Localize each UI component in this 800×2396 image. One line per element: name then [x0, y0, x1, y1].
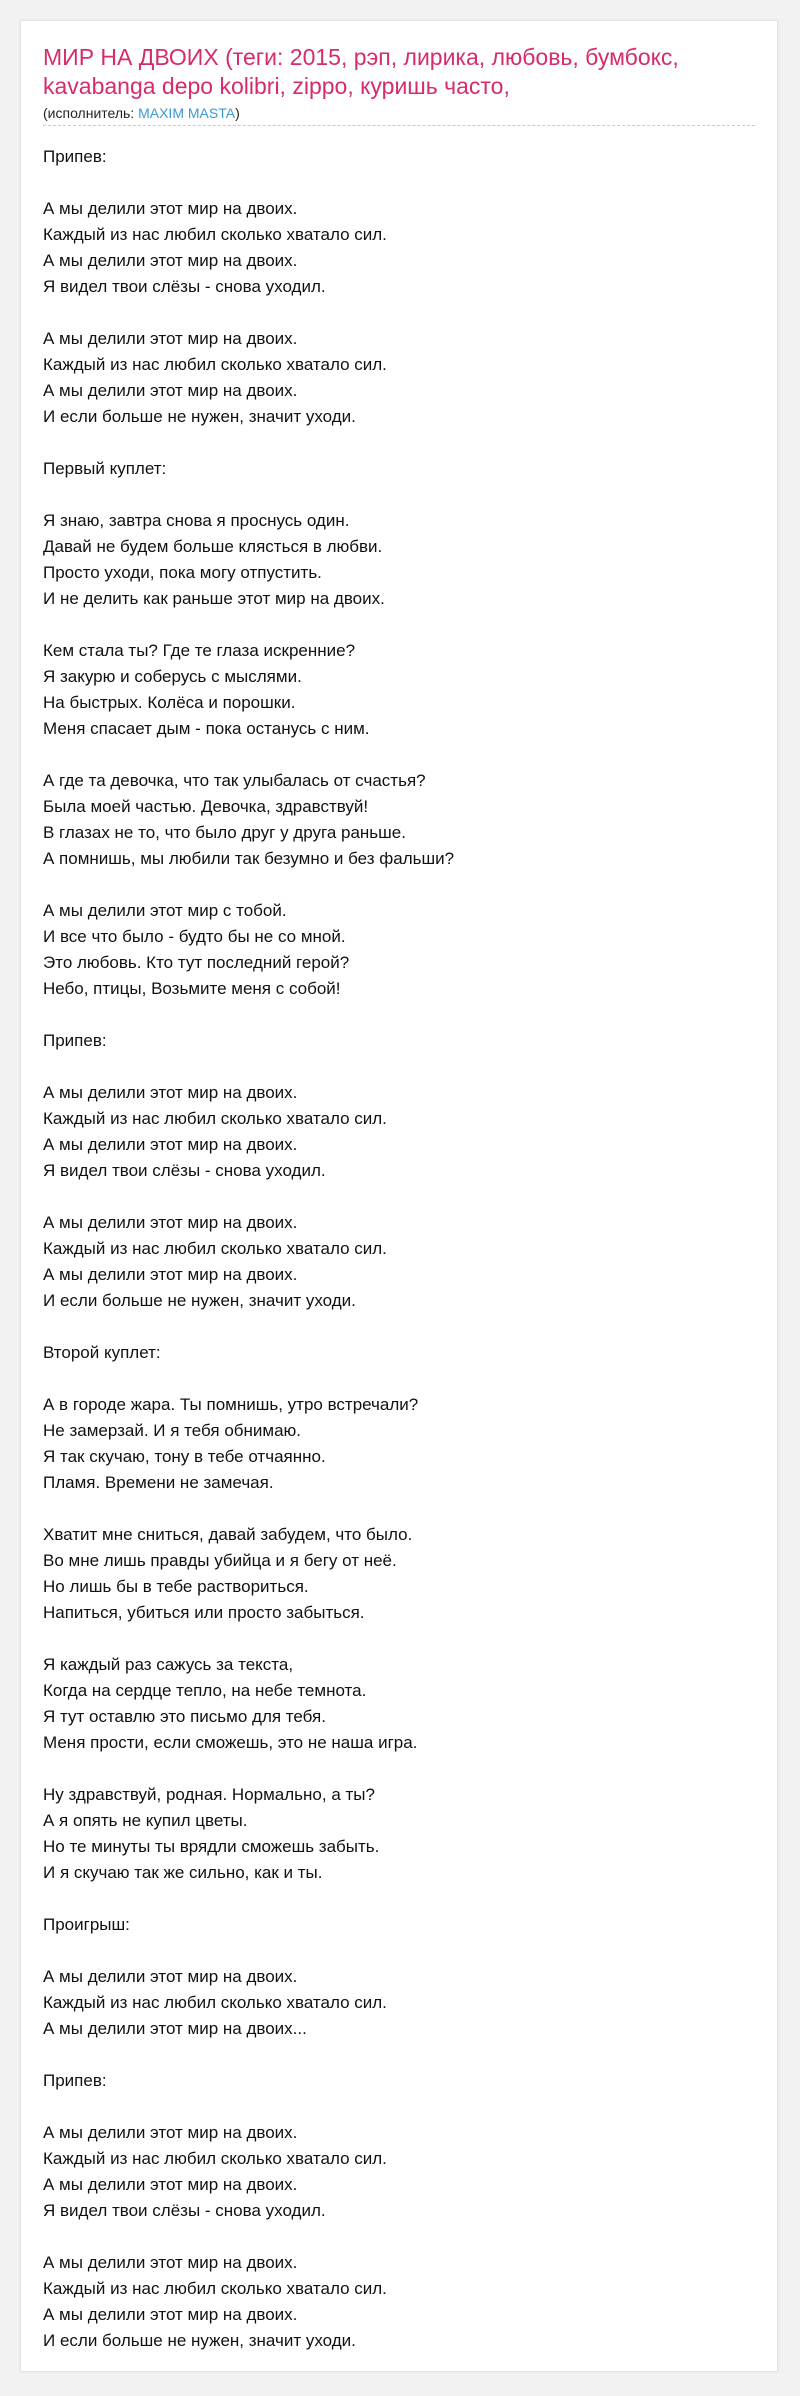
song-title: МИР НА ДВОИХ (теги: 2015, рэп, лирика, любовь, бумбокс, kavabanga depo kolibri, zippo, куришь часто,: [43, 44, 679, 99]
artist-suffix: ): [235, 105, 240, 121]
song-header: [21, 21, 777, 126]
artist-line: [43, 104, 755, 126]
artist-prefix: (исполнитель:: [43, 105, 139, 121]
lyrics-text: Припев: А мы делили этот мир на двоих. Каждый из нас любил сколько хватало сил. А мы делили этот мир на двоих. Я видел твои слёзы - снова уходил. А мы делили этот мир на двоих. Каждый из нас любил сколько хватало сил. А мы делили этот мир на двоих. И если больше не нужен, значит уходи. Первый куплет: Я знаю, завтра снова я проснусь один. Давай не будем больше клясться в любви. Просто уходи, пока могу отпустить. И не делить как раньше этот мир на двоих. Кем стала ты? Где те глаза искренние? Я закурю и соберусь с мыслями. На быстрых. Колёса и порошки. Меня спасает дым - пока останусь с ним. А где та девочка, что так улыбалась от счастья? Была моей частью. Девочка, здравствуй! В глазах не то, что было друг у друга раньше. А помнишь, мы любили так безумно и без фальши? А мы делили этот мир с тобой. И все что было - будто бы не со мной. Это любовь. Кто тут последний герой? Небо, птицы, Возьмите меня с собой! Припев: А мы делили этот мир на двоих. Каждый из нас любил сколько хватало сил. А мы делили этот мир на двоих. Я видел твои слёзы - снова уходил. А мы делили этот мир на двоих. Каждый из нас любил сколько хватало сил. А мы делили этот мир на двоих. И если больше не нужен, значит уходи. Второй куплет: А в городе жара. Ты помнишь, утро встречали? Не замерзай. И я тебя обнимаю. Я так скучаю, тону в тебе отчаянно. Пламя. Времени не замечая. Хватит мне сниться, давай забудем, что было. Во мне лишь правды убийца и я бегу от неё. Но лишь бы в тебе раствориться. Напиться, убиться или просто забыться. Я каждый раз сажусь за текста, Когда на сердце тепло, на небе темнота. Я тут оставлю это письмо для тебя. Меня прости, если сможешь, это не наша игра. Ну здравствуй, родная. Нормально, а ты? А я опять не купил цветы. Но те минуты ты врядли сможешь забыть. И я скучаю так же сильно, как и ты. Проигрыш: А мы делили этот мир на двоих. Каждый из нас любил сколько хватало сил. А мы делили этот мир на двоих... Припев: А мы делили этот мир на двоих. Каждый из нас любил сколько хватало сил. А мы делили этот мир на двоих. Я видел твои слёзы - снова уходил. А мы делили этот мир на двоих. Каждый из нас любил сколько хватало сил. А мы делили этот мир на двоих. И если больше не нужен, значит уходи.: [43, 147, 455, 2350]
artist-link[interactable]: MAXIM MASTA: [138, 105, 236, 121]
lyrics-page: [20, 20, 778, 2372]
